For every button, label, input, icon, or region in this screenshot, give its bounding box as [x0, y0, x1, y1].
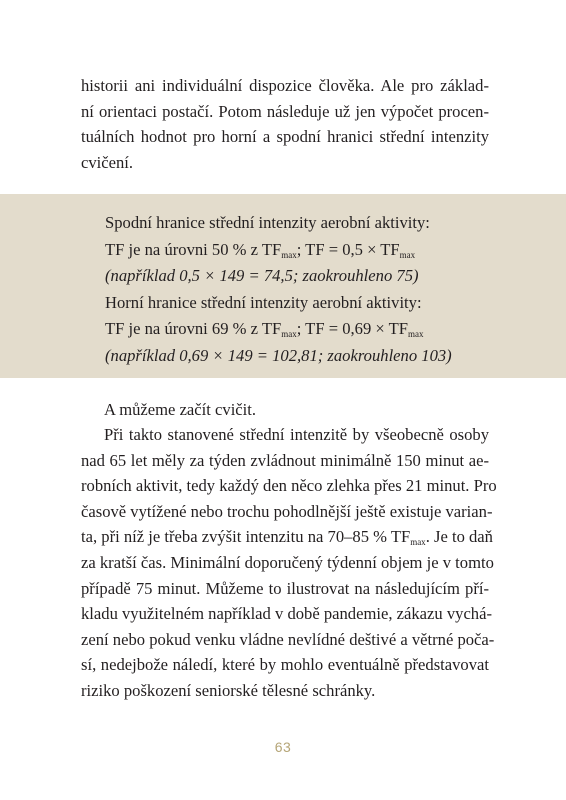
upper-limit-formula [105, 316, 452, 343]
text-line: sí, nedejbože náledí, které by mohlo eventuálně představovat [81, 655, 489, 675]
text-line: případě 75 minut. Můžeme to ilustrovat na následujícím pří- [81, 578, 489, 598]
text-segment: ta, při níž je třeba zvýšit intenzitu na 70–85 % TF [81, 527, 411, 547]
formula-text: ; TF = 0,69 × TF [296, 319, 408, 339]
text-line: historii ani individuální dispozice člověka. Ale pro základ- [81, 76, 489, 95]
text-line: nad 65 let měly za týden zvládnout minimálně 150 minut ae- [81, 450, 489, 470]
text-line: cvičení. [81, 152, 134, 172]
text-line: Při takto stanovené střední intenzitě by všeobecně osoby [104, 425, 489, 444]
text-line: robních aktivit, tedy každý den něco zlehka přes 21 minut. Pro [81, 476, 497, 496]
text-line: kladu využitelném například v době pandemie, zákazu vychá- [81, 604, 492, 624]
max-subscript: max [399, 249, 416, 260]
text-line: zení nebo pokud venku vládne nevlídné deštivé a větrné poča- [81, 629, 495, 649]
max-subscript: max [407, 329, 424, 340]
formula-text: TF je na úrovni 50 % z TF [105, 239, 282, 259]
intro-paragraph [81, 73, 489, 175]
upper-limit-heading: Horní hranice střední intenzity aerobní aktivity: [105, 292, 422, 312]
lower-limit-heading: Spodní hranice střední intenzity aerobní aktivity: [105, 213, 430, 232]
lower-limit-example: (například 0,5 × 149 = 74,5; zaokrouhleno 75) [105, 266, 419, 286]
formula-text: TF je na úrovni 69 % z TF [105, 319, 282, 339]
lower-limit-formula [105, 237, 452, 264]
formula-box-content [105, 210, 452, 370]
text-line [81, 524, 493, 550]
text-line: za kratší čas. Minimální doporučený týdenní objem je v tomto [81, 552, 494, 572]
page-number: 63 [274, 739, 292, 755]
text-segment: . Je to daň [425, 527, 493, 547]
upper-limit-example: (například 0,69 × 149 = 102,81; zaokrouhleno 103) [105, 345, 452, 365]
body-paragraph [81, 422, 497, 704]
formula-text: ; TF = 0,5 × TF [296, 239, 400, 259]
text-line: časově vytížené nebo trochu pohodlnější ještě existuje varian- [81, 501, 493, 521]
max-subscript: max [281, 249, 297, 260]
max-subscript: max [410, 537, 426, 548]
text-line: tuálních hodnot pro horní a spodní hranici střední intenzity [81, 127, 489, 147]
formula-box [0, 194, 566, 378]
start-line: A můžeme začít cvičit. [104, 400, 257, 419]
text-line: riziko poškození seniorské tělesné schránky. [81, 680, 376, 700]
max-subscript: max [281, 329, 297, 340]
text-line: ní orientaci postačí. Potom následuje už jen výpočet procen- [81, 101, 489, 121]
